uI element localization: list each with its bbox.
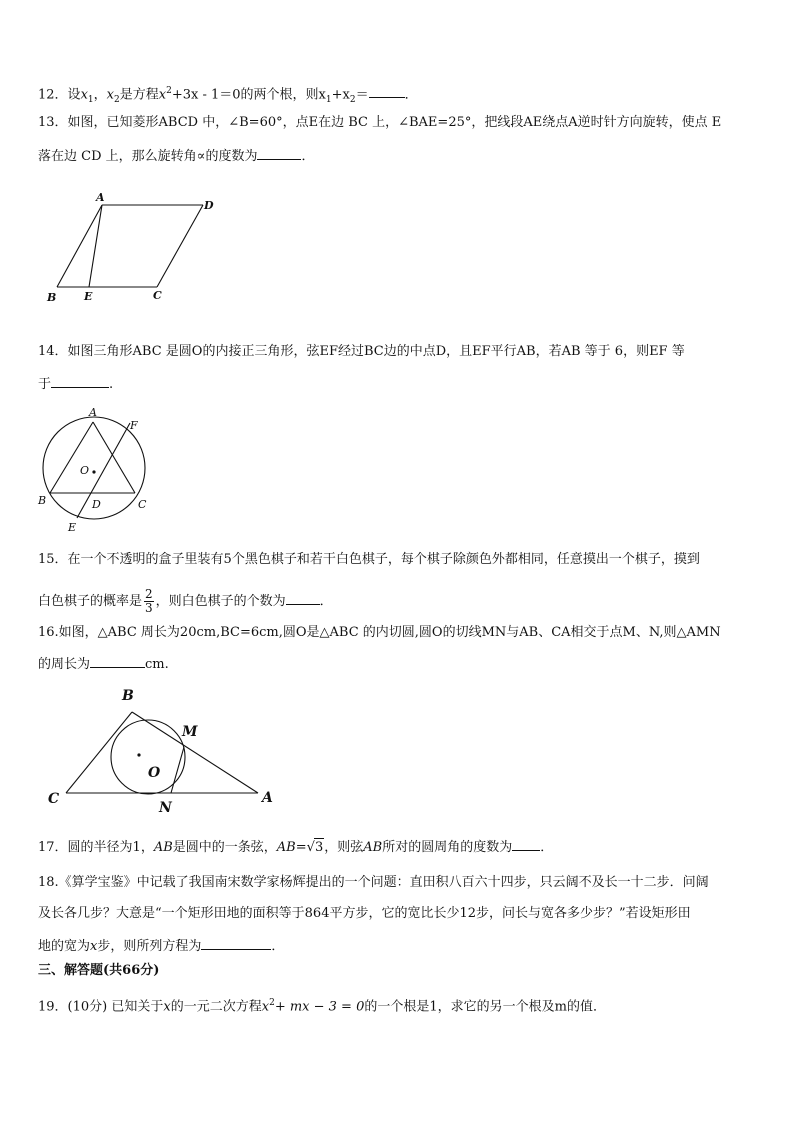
- label-O: O: [148, 765, 161, 781]
- question-15-line2: 白色棋子的概率是 $\frac{2}{3}$ ，则白色棋子的个数为 ．: [38, 587, 333, 615]
- question-14-line1: 14．如图三角形ABC 是圆O的内接正三角形，弦EF经过BC边的中点D，且EF平行AB，若AB 等于 6，则EF 等: [38, 344, 685, 359]
- question-14-line2: 于 .: [38, 374, 113, 394]
- center-dot: [92, 470, 95, 473]
- label-A: A: [89, 406, 97, 419]
- label-D: D: [204, 199, 214, 212]
- label-C: C: [138, 498, 147, 511]
- label-N: N: [159, 800, 172, 816]
- question-16-line1: 16.如图，△ABC 周长为20cm,BC=6cm,圆O是△ABC 的内切圆,圆O的切线MN与AB、CA相交于点M、N,则△AMN: [38, 625, 721, 640]
- label-D: D: [92, 498, 101, 511]
- answer-blank[interactable]: [257, 146, 301, 160]
- answer-blank[interactable]: [512, 837, 540, 851]
- rhombus-figure: [40, 188, 230, 308]
- question-18-line3: 地的宽为x步，则所列方程为 ．: [38, 936, 284, 956]
- label-E: E: [68, 521, 77, 534]
- question-18-line1: 18.《算学宝鉴》中记载了我国南宋数学家杨辉提出的一个问题：直田积八百六十四步，只云阔不及长一十二步．问阔: [38, 875, 709, 890]
- question-13-line2: 落在边 CD 上，那么旋转角∝的度数为 ．: [38, 146, 314, 166]
- label-O: O: [80, 464, 90, 477]
- tangent-MN: [171, 747, 184, 793]
- center-dot: [137, 753, 140, 756]
- label-B: B: [47, 291, 57, 304]
- label-B: B: [38, 494, 47, 507]
- label-E: E: [84, 290, 93, 303]
- question-16-line2: 的周长为 cm.: [38, 654, 169, 674]
- fraction: $\frac{2}{3}$: [145, 587, 153, 615]
- side-AB: [50, 422, 93, 493]
- label-B: B: [122, 688, 134, 704]
- label-A: A: [262, 790, 273, 806]
- question-19: 19．(10分) 已知关于x的一元二次方程$x^2+$ mx − 3 = 0的一个根是1，求它的另一个根及m的值．: [38, 998, 606, 1015]
- answer-blank[interactable]: [286, 591, 320, 605]
- question-15-line1: 15．在一个不透明的盒子里装有5个黑色棋子和若干白色棋子，每个棋子除颜色外都相同，任意摸出一个棋子，摸到: [38, 552, 700, 567]
- answer-blank[interactable]: [369, 84, 405, 98]
- label-M: M: [182, 724, 198, 740]
- side-AC: [93, 422, 135, 493]
- section-heading: 三、解答题(共66分): [38, 963, 160, 978]
- side-DC: [157, 205, 203, 287]
- question-17: 17．圆的半径为1，AB是圆中的一条弦，AB=√3，则弦AB所对的圆周角的度数为 ．: [38, 837, 553, 857]
- question-18-line2: 及长各几步？大意是“一个矩形田地的面积等于864平方步，它的宽比长少12步，问长与宽各多少步？”若设矩形田: [38, 906, 691, 921]
- incircle-figure: [42, 682, 282, 822]
- label-A: A: [96, 191, 105, 204]
- circle-triangle-figure: [34, 404, 164, 536]
- answer-blank[interactable]: [90, 654, 145, 668]
- question-13-line1: 13．如图，已知菱形ABCD 中，∠B=60°，点E在边 BC 上，∠BAE=25°，把线段AE绕点A逆时针方向旋转，使点 E: [38, 115, 722, 130]
- answer-blank[interactable]: [51, 374, 109, 388]
- label-C: C: [48, 791, 60, 807]
- label-C: C: [153, 289, 162, 302]
- label-F: F: [130, 419, 138, 432]
- question-12: 12．设$x_1$，$x_2$是方程$x^2+3x - 1=0$的两个根，则$x_1+x_2=$ ．: [38, 86, 418, 105]
- answer-blank[interactable]: [201, 936, 271, 950]
- side-BC: [66, 712, 132, 793]
